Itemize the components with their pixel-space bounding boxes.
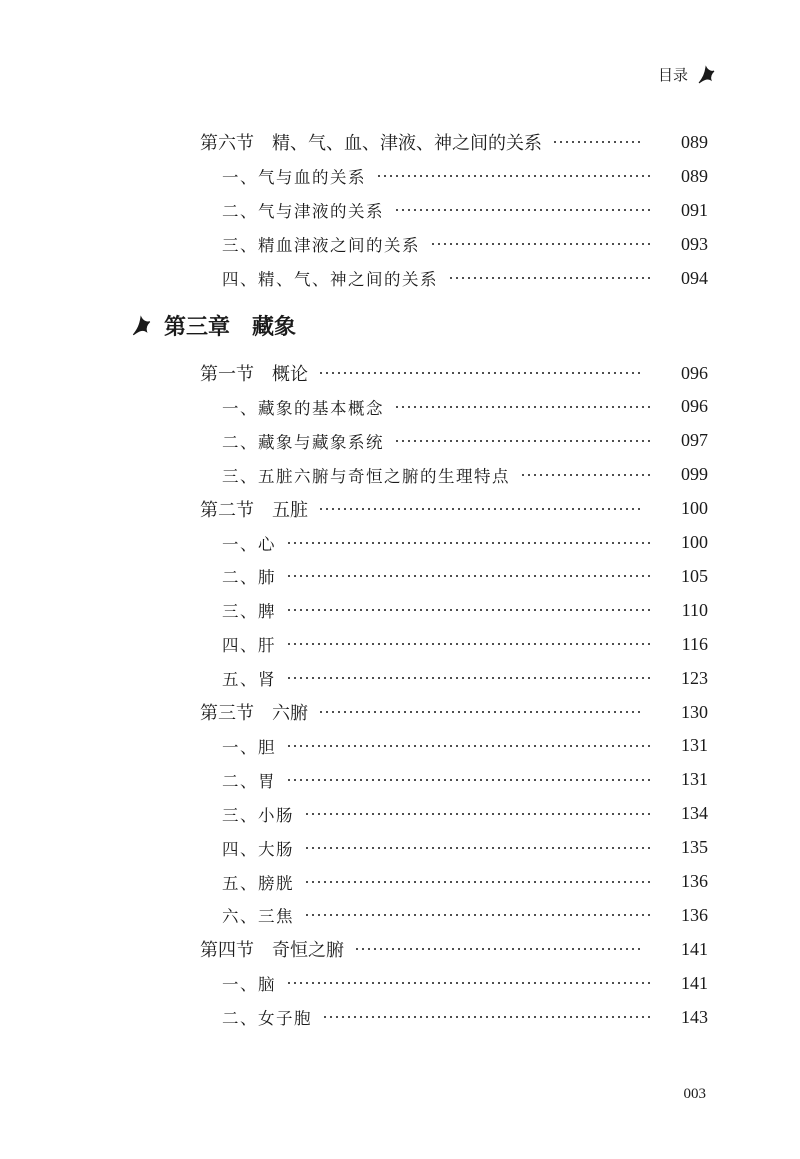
toc-entry-label: 四、肝 bbox=[222, 636, 276, 656]
toc-item[interactable] bbox=[0, 968, 800, 998]
toc-entry-label: 第一节 概论 bbox=[200, 364, 308, 385]
leaf-icon bbox=[696, 65, 716, 85]
toc-entry-label: 三、精血津液之间的关系 bbox=[222, 236, 420, 255]
dot-leader bbox=[354, 948, 642, 950]
toc-entry-label: 一、心 bbox=[222, 534, 276, 554]
toc-page-number: 136 bbox=[681, 871, 708, 891]
toc-entry-label: 二、胃 bbox=[222, 771, 276, 791]
dot-leader bbox=[304, 813, 650, 815]
toc-page-number: 100 bbox=[681, 532, 708, 552]
toc-entry-label: 一、藏象的基本概念 bbox=[222, 398, 384, 418]
toc-page-number: 097 bbox=[681, 430, 708, 451]
dot-leader bbox=[520, 474, 650, 476]
chapter-heading[interactable] bbox=[130, 310, 296, 341]
leaf-icon bbox=[130, 315, 152, 337]
toc-page-number: 105 bbox=[681, 565, 708, 586]
chapter-title: 第三章 藏象 bbox=[164, 314, 297, 340]
dot-leader bbox=[394, 209, 650, 211]
toc-page-number: 131 bbox=[681, 735, 708, 756]
dot-leader bbox=[286, 542, 650, 544]
toc-section[interactable] bbox=[0, 697, 800, 727]
toc-page-number: 100 bbox=[681, 498, 708, 519]
toc-page-number: 136 bbox=[681, 904, 708, 925]
toc-page-number: 091 bbox=[681, 199, 708, 220]
toc-item[interactable] bbox=[0, 595, 800, 625]
page-number: 003 bbox=[683, 1086, 706, 1102]
toc-section[interactable] bbox=[0, 358, 800, 388]
toc-entry-label: 第二节 五脏 bbox=[200, 499, 308, 521]
toc-section[interactable] bbox=[0, 934, 800, 964]
toc-entry-label: 第四节 奇恒之腑 bbox=[200, 940, 344, 962]
dot-leader bbox=[286, 643, 650, 645]
toc-page-number: 096 bbox=[681, 396, 708, 417]
toc-entry-label: 一、胆 bbox=[222, 737, 276, 757]
toc-item[interactable] bbox=[0, 799, 800, 829]
dot-leader bbox=[286, 779, 650, 781]
toc-item[interactable] bbox=[0, 867, 800, 897]
toc-entry-label: 四、精、气、神之间的关系 bbox=[222, 270, 438, 289]
dot-leader bbox=[322, 1016, 650, 1018]
dot-leader bbox=[448, 277, 650, 279]
toc-entry-label: 四、大肠 bbox=[222, 839, 294, 859]
dot-leader bbox=[286, 745, 650, 747]
toc-item[interactable] bbox=[0, 195, 800, 225]
dot-leader bbox=[394, 440, 650, 442]
dot-leader bbox=[430, 243, 650, 245]
dot-leader bbox=[286, 677, 650, 679]
toc-page-number: 089 bbox=[681, 131, 708, 152]
toc-page-number: 141 bbox=[681, 972, 708, 993]
toc-entry-label: 五、膀胱 bbox=[222, 873, 294, 893]
toc-item[interactable] bbox=[0, 426, 800, 456]
toc-page-number: 089 bbox=[681, 165, 708, 186]
toc-page-number: 143 bbox=[681, 1006, 708, 1027]
toc-entry-label: 二、肺 bbox=[222, 568, 276, 588]
dot-leader bbox=[304, 847, 650, 849]
dot-leader bbox=[318, 508, 642, 510]
toc-item[interactable] bbox=[0, 460, 800, 490]
running-head bbox=[658, 64, 716, 85]
toc-page-number: 099 bbox=[681, 464, 708, 485]
toc-entry-label: 二、气与津液的关系 bbox=[222, 202, 384, 221]
toc-item[interactable] bbox=[0, 833, 800, 863]
toc-section[interactable] bbox=[0, 494, 800, 524]
toc-item[interactable] bbox=[0, 528, 800, 558]
toc-entry-label: 二、女子胞 bbox=[222, 1009, 312, 1029]
dot-leader bbox=[304, 914, 650, 916]
dot-leader bbox=[318, 372, 642, 374]
toc-item[interactable] bbox=[0, 263, 800, 293]
toc-page-number: 093 bbox=[681, 233, 708, 254]
toc-entry-label: 一、气与血的关系 bbox=[222, 168, 366, 187]
toc-page-number: 094 bbox=[681, 267, 708, 288]
toc-item[interactable] bbox=[0, 629, 800, 659]
toc-item[interactable] bbox=[0, 561, 800, 591]
dot-leader bbox=[552, 141, 642, 143]
dot-leader bbox=[286, 609, 650, 611]
dot-leader bbox=[304, 881, 650, 883]
dot-leader bbox=[286, 575, 650, 577]
toc-entry-label: 第三节 六腑 bbox=[200, 703, 308, 724]
toc-item[interactable] bbox=[0, 900, 800, 930]
toc-entry-label: 三、五脏六腑与奇恒之腑的生理特点 bbox=[222, 466, 510, 486]
dot-leader bbox=[394, 406, 650, 408]
toc-item[interactable] bbox=[0, 731, 800, 761]
running-head-title: 目录 bbox=[657, 66, 688, 84]
dot-leader bbox=[376, 175, 650, 177]
toc-entry-label: 三、脾 bbox=[222, 602, 276, 622]
toc-page-number: 134 bbox=[681, 803, 708, 824]
toc-entry-label: 三、小肠 bbox=[222, 805, 294, 825]
dot-leader bbox=[286, 982, 650, 984]
toc-page-number: 141 bbox=[681, 938, 708, 959]
toc-entry-label: 第六节 精、气、血、津液、神之间的关系 bbox=[200, 133, 542, 154]
toc-page-number: 135 bbox=[681, 837, 708, 858]
toc-item[interactable] bbox=[0, 663, 800, 693]
toc-entry-label: 二、藏象与藏象系统 bbox=[222, 432, 384, 452]
toc-page-number: 123 bbox=[681, 667, 708, 688]
toc-page-number: 110 bbox=[681, 599, 708, 620]
toc-page-number: 096 bbox=[681, 362, 708, 383]
toc-entry-label: 六、三焦 bbox=[222, 907, 294, 927]
toc-page-number: 130 bbox=[681, 701, 708, 722]
dot-leader bbox=[318, 711, 642, 713]
toc-page-number: 116 bbox=[681, 633, 708, 654]
toc-item[interactable] bbox=[0, 161, 800, 191]
toc-item[interactable] bbox=[0, 229, 800, 259]
toc-entry-label: 五、肾 bbox=[222, 670, 276, 690]
toc-item[interactable] bbox=[0, 1002, 800, 1032]
toc-entry-label: 一、脑 bbox=[222, 975, 276, 995]
toc-item[interactable] bbox=[0, 765, 800, 795]
toc-section[interactable] bbox=[0, 127, 800, 157]
toc-page-number: 131 bbox=[681, 769, 708, 790]
toc-item[interactable] bbox=[0, 392, 800, 422]
